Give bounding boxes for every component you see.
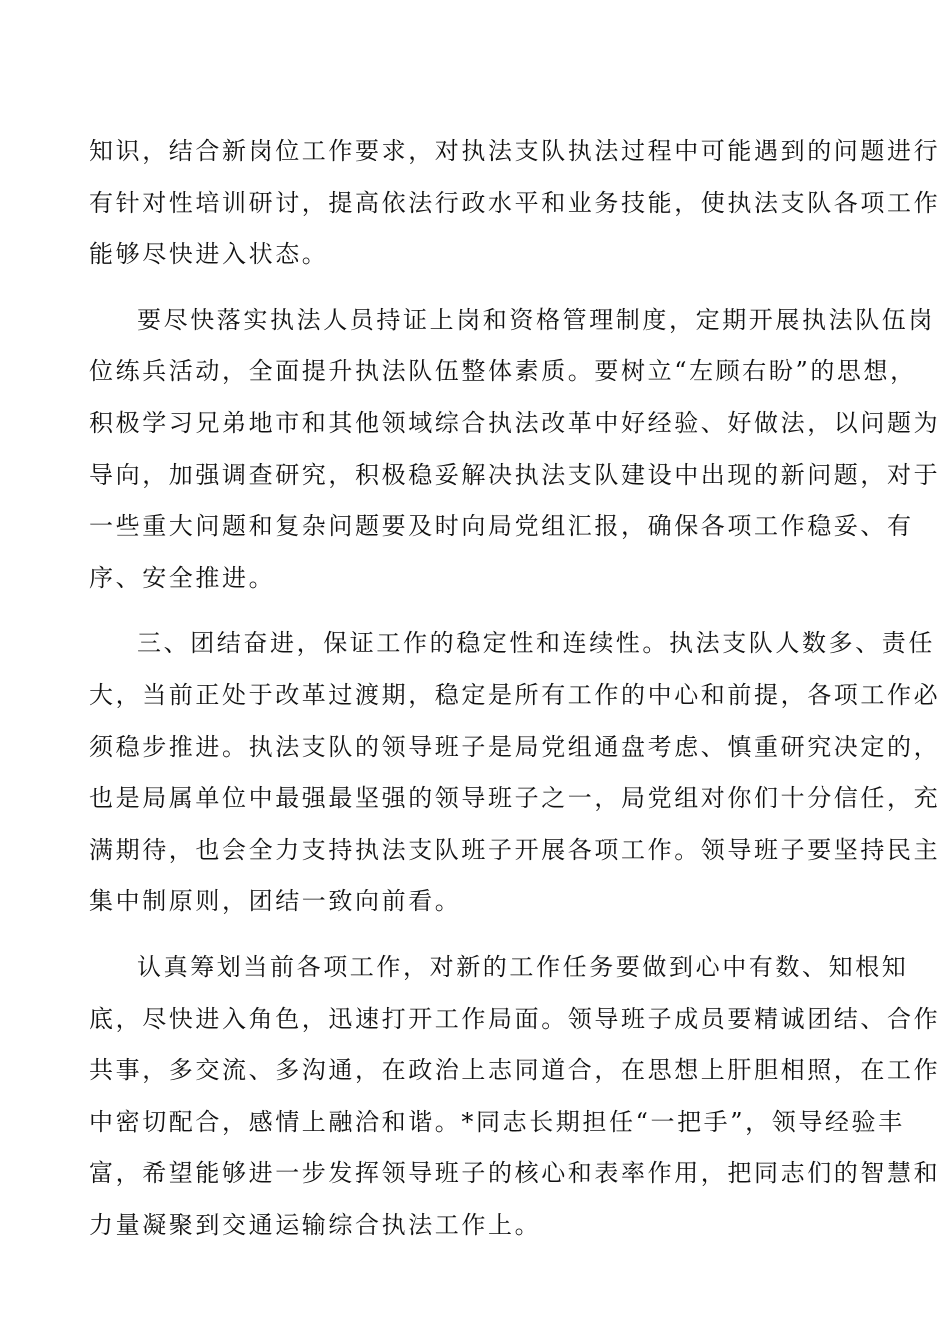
- text-line: 须稳步推进。执法支队的领导班子是局党组通盘考虑、慎重研究决定的，: [89, 732, 941, 761]
- paragraph: [89, 942, 941, 1252]
- text-line: 集中制原则，团结一致向前看。: [89, 887, 462, 916]
- text-line: 积极学习兄弟地市和其他领域综合执法改革中好经验、好做法，以问题为: [89, 408, 941, 437]
- text-line: 位练兵活动，全面提升执法队伍整体素质。要树立“左顾右盼”的思想，: [89, 357, 917, 386]
- text-line: 要尽快落实执法人员持证上岗和资格管理制度，定期开展执法队伍岗: [137, 305, 935, 334]
- text-line: 一些重大问题和复杂问题要及时向局党组汇报，确保各项工作稳妥、有: [89, 512, 914, 541]
- document-body: [89, 126, 941, 1251]
- text-line: 也是局属单位中最强最坚强的领导班子之一，局党组对你们十分信任，充: [89, 784, 941, 813]
- paragraph: [89, 126, 941, 281]
- paragraph: [89, 618, 941, 928]
- text-line: 有针对性培训研讨，提高依法行政水平和业务技能，使执法支队各项工作: [89, 188, 941, 217]
- paragraph: [89, 295, 941, 605]
- text-line: 共事，多交流、多沟通，在政治上志同道合，在思想上肝胆相照，在工作: [89, 1056, 941, 1085]
- text-line: 大，当前正处于改革过渡期，稳定是所有工作的中心和前提，各项工作必: [89, 680, 941, 709]
- text-line: 能够尽快进入状态。: [89, 240, 329, 269]
- text-line: 富，希望能够进一步发挥领导班子的核心和表率作用，把同志们的智慧和: [89, 1159, 941, 1188]
- text-line: 中密切配合，感情上融洽和谐。*同志长期担任“一把手”，领导经验丰: [89, 1107, 905, 1136]
- text-line: 导向，加强调查研究，积极稳妥解决执法支队建设中出现的新问题，对于: [89, 460, 941, 489]
- text-line: 三、团结奋进，保证工作的稳定性和连续性。执法支队人数多、责任: [137, 629, 935, 658]
- text-line: 底，尽快进入角色，迅速打开工作局面。领导班子成员要精诚团结、合作: [89, 1004, 941, 1033]
- text-line: 知识，结合新岗位工作要求，对执法支队执法过程中可能遇到的问题进行: [89, 137, 941, 165]
- text-line: 力量凝聚到交通运输综合执法工作上。: [89, 1210, 542, 1239]
- text-line: 满期待，也会全力支持执法支队班子开展各项工作。领导班子要坚持民主: [89, 835, 941, 864]
- text-line: 认真筹划当前各项工作，对新的工作任务要做到心中有数、知根知: [137, 952, 909, 981]
- text-line: 序、安全推进。: [89, 563, 276, 592]
